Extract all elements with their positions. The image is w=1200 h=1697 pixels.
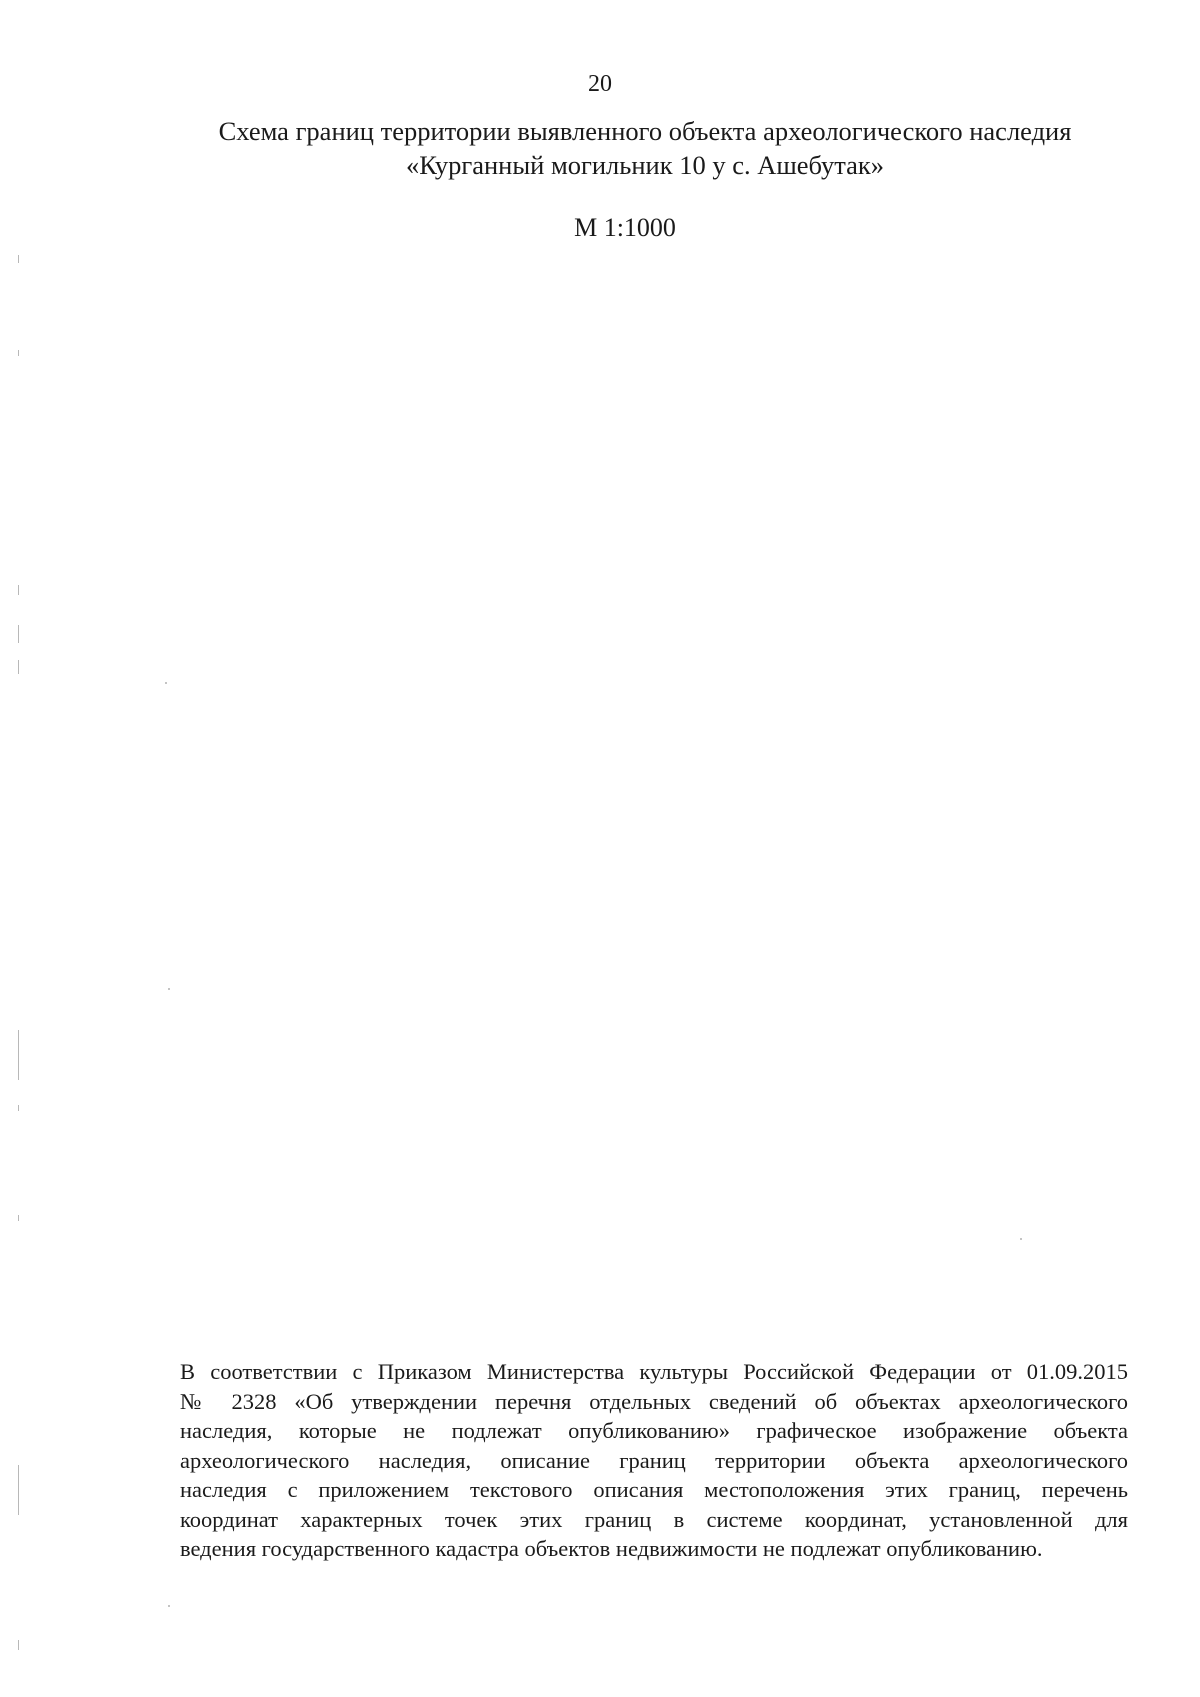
title-line-1: Схема границ территории выявленного объекта археологического наследия bbox=[218, 116, 1072, 146]
notice-line-7: ведения государственного кадастра объектов недвижимости не подлежат опубликованию. bbox=[180, 1536, 1043, 1561]
notice-line-4: археологического наследия, описание границ территории объекта археологического bbox=[180, 1447, 1128, 1473]
scan-artifact bbox=[168, 1605, 170, 1607]
scan-artifact bbox=[18, 1105, 19, 1111]
document-title bbox=[150, 114, 1140, 182]
scan-artifact bbox=[18, 1030, 19, 1080]
scan-artifact bbox=[1020, 1238, 1022, 1240]
title-line-2: «Курганный могильник 10 у с. Ашебутак» bbox=[405, 150, 885, 180]
notice-line-3: наследия, которые не подлежат опубликованию» графическое изображение объекта bbox=[180, 1418, 1128, 1443]
notice-line-2: № 2328 «Об утверждении перечня отдельных сведений об объектах археологического bbox=[180, 1388, 1128, 1414]
scan-artifact bbox=[18, 350, 19, 356]
scan-artifact bbox=[18, 1215, 19, 1221]
map-scale: М 1:1000 bbox=[574, 213, 676, 242]
notice-line-5: наследия с приложением текстового описания местоположения этих границ, перечень bbox=[180, 1477, 1128, 1502]
scan-artifact bbox=[165, 682, 167, 684]
scan-artifact bbox=[18, 1465, 19, 1515]
publication-notice bbox=[180, 1357, 1128, 1564]
page-number: 20 bbox=[588, 71, 612, 97]
scan-artifact bbox=[18, 660, 19, 674]
scan-artifact bbox=[18, 255, 19, 263]
notice-line-1: В соответствии с Приказом Министерства культуры Российской Федерации от 01.09.2015 bbox=[180, 1359, 1128, 1384]
scan-artifact bbox=[18, 625, 19, 643]
scan-artifact bbox=[18, 585, 19, 595]
scan-artifact bbox=[168, 988, 170, 990]
notice-line-6: координат характерных точек этих границ в системе координат, установленной для bbox=[180, 1506, 1128, 1532]
scan-artifact bbox=[18, 1640, 19, 1650]
